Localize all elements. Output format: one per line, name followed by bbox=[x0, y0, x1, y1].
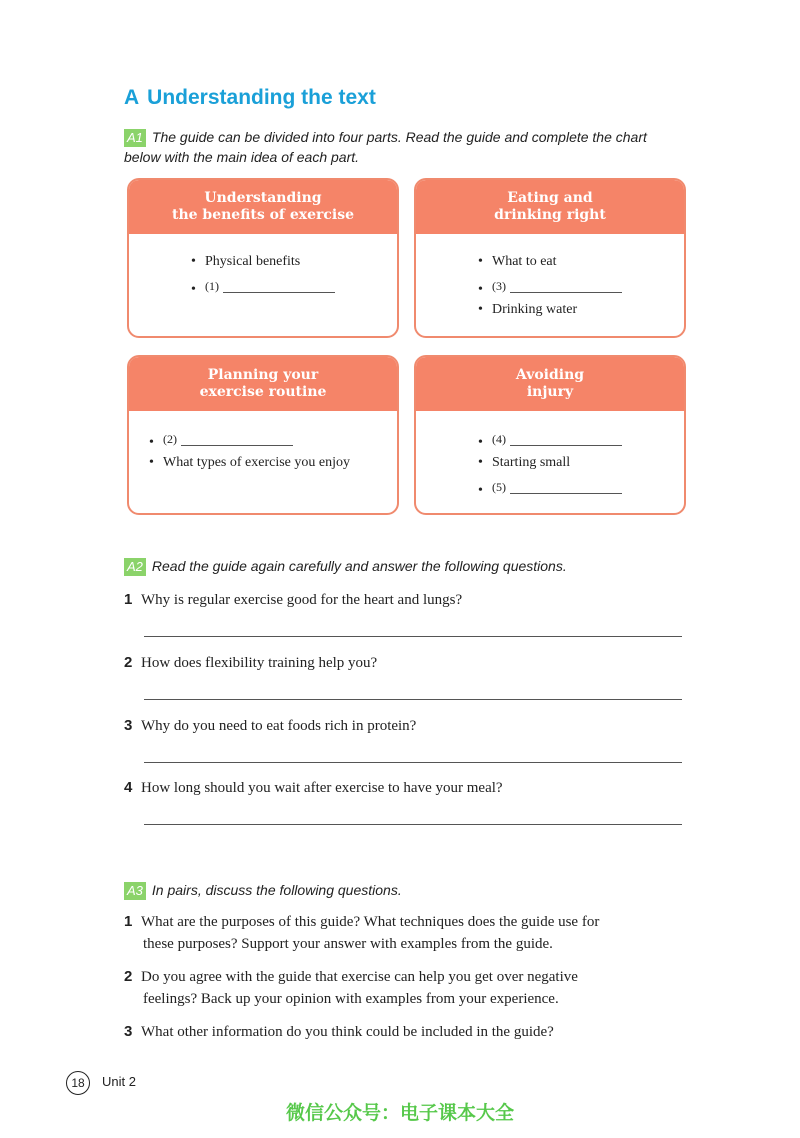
a1-instruction: The guide can be divided into four parts. Read the guide and complete the chart below with the main idea of each part. bbox=[124, 129, 647, 165]
list-item: • Physical benefits bbox=[191, 254, 301, 269]
card-title-line2: injury bbox=[526, 384, 574, 400]
card-title-line1: Avoiding bbox=[515, 367, 585, 383]
card-benefits bbox=[127, 178, 399, 338]
a3-instruction-block bbox=[124, 880, 684, 900]
answer-blank[interactable] bbox=[223, 280, 335, 293]
card-title-line1: Understanding bbox=[204, 190, 322, 206]
a1-instruction-block bbox=[124, 127, 684, 167]
list-item: • What types of exercise you enjoy bbox=[149, 455, 350, 470]
blank-item: • (2) bbox=[149, 427, 397, 451]
card-header bbox=[129, 180, 397, 234]
card-injury bbox=[414, 355, 686, 515]
blank-item: • (1) bbox=[191, 274, 397, 298]
blank-item: • (3) bbox=[478, 274, 684, 298]
card-title-line2: drinking right bbox=[494, 207, 606, 223]
a3-question-3: 3 What other information do you think could be included in the guide? bbox=[124, 1023, 554, 1040]
answer-blank[interactable] bbox=[510, 433, 622, 446]
a2-question-2: 2 How does flexibility training help you? bbox=[124, 654, 378, 671]
a3-tag: A3 bbox=[124, 882, 146, 900]
a2-question-4: 4 How long should you wait after exercise to have your meal? bbox=[124, 779, 503, 796]
list-item: • Drinking water bbox=[478, 302, 578, 317]
answer-blank[interactable] bbox=[181, 433, 293, 446]
card-title-line2: exercise routine bbox=[199, 384, 327, 400]
a2-question-3: 3 Why do you need to eat foods rich in protein? bbox=[124, 717, 417, 734]
section-letter: A bbox=[124, 86, 140, 109]
list-item: • What to eat bbox=[478, 254, 557, 269]
answer-line[interactable] bbox=[144, 636, 682, 637]
card-title-line1: Eating and bbox=[507, 190, 593, 206]
a2-tag: A2 bbox=[124, 558, 146, 576]
card-title-line1: Planning your bbox=[207, 367, 319, 383]
answer-line[interactable] bbox=[144, 824, 682, 825]
card-eating bbox=[414, 178, 686, 338]
a1-tag: A1 bbox=[124, 129, 146, 147]
answer-blank[interactable] bbox=[510, 481, 622, 494]
a3-instruction: In pairs, discuss the following questions. bbox=[151, 882, 402, 898]
card-header bbox=[416, 180, 684, 234]
card-header bbox=[416, 357, 684, 411]
section-title bbox=[124, 86, 376, 110]
list-item: • Starting small bbox=[478, 455, 571, 470]
a3-question-1: 1 What are the purposes of this guide? What techniques does the guide use for these purposes? Support your answer with examples from the guide. bbox=[124, 913, 600, 952]
watermark: 微信公众号：电子课本大全 bbox=[285, 1102, 514, 1124]
blank-item: • (5) bbox=[478, 475, 684, 499]
answer-line[interactable] bbox=[144, 699, 682, 700]
card-planning bbox=[127, 355, 399, 515]
unit-label: Unit 2 bbox=[102, 1074, 136, 1089]
card-header bbox=[129, 357, 397, 411]
a2-instruction-block bbox=[124, 556, 684, 576]
blank-item: • (4) bbox=[478, 427, 684, 451]
answer-line[interactable] bbox=[144, 762, 682, 763]
a2-instruction: Read the guide again carefully and answer the following questions. bbox=[151, 558, 567, 574]
a3-question-2: 2 Do you agree with the guide that exercise can help you get over negative feelings? Back up your opinion with examples from your experience. bbox=[124, 968, 578, 1007]
a2-question-1: 1 Why is regular exercise good for the heart and lungs? bbox=[124, 591, 463, 608]
answer-blank[interactable] bbox=[510, 280, 622, 293]
card-title-line2: the benefits of exercise bbox=[171, 207, 354, 223]
section-heading: Understanding the text bbox=[147, 86, 376, 109]
page-number: 18 bbox=[66, 1071, 90, 1095]
